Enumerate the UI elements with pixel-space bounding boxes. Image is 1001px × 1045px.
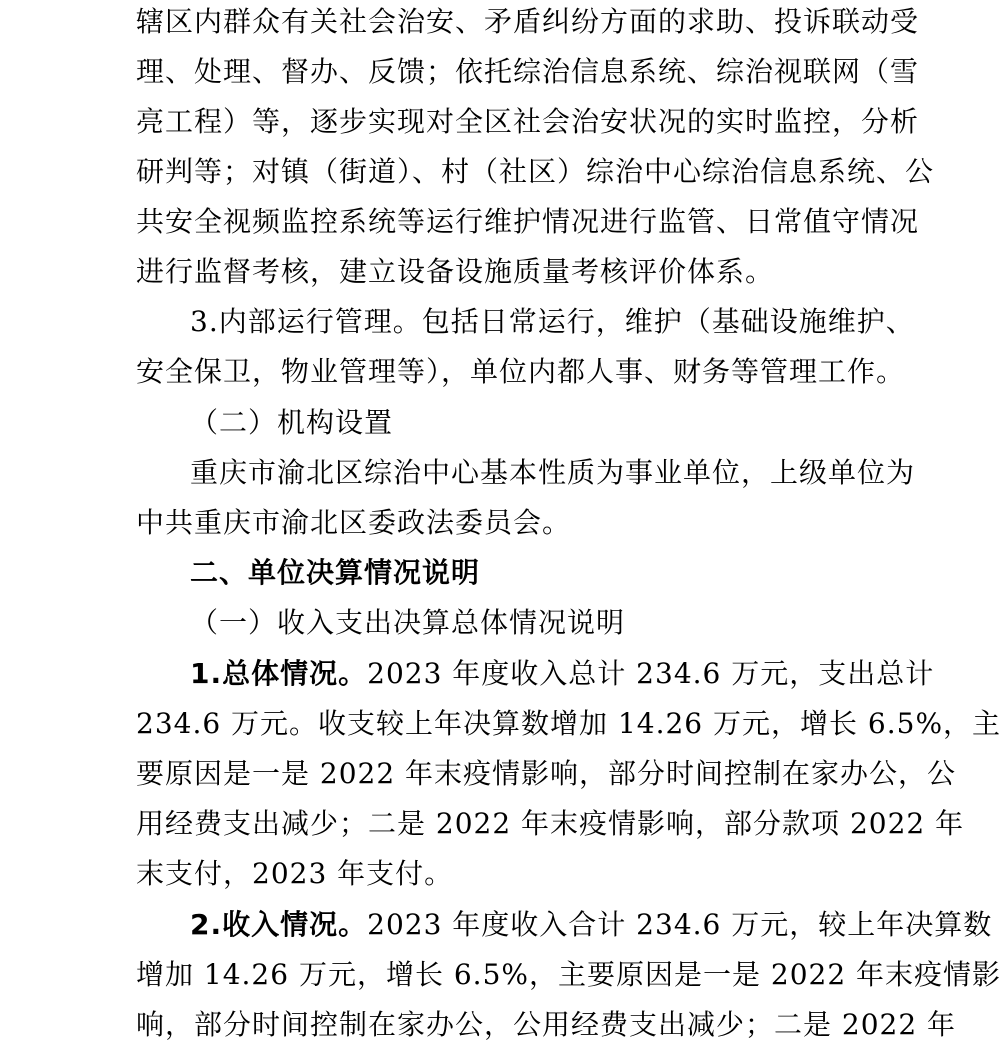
paragraph-line: 响，部分时间控制在家办公，公用经费支出减少；二是 2022 年 (136, 1008, 957, 1041)
paragraph-line: 进行监督考核，建立设备设施质量考核评价体系。 (136, 255, 775, 288)
paragraph-line: 3.内部运行管理。包括日常运行，维护（基础设施维护、 (190, 305, 915, 338)
paragraph-line: 共安全视频监控系统等运行维护情况进行监管、日常值守情况 (136, 205, 920, 238)
subsection-heading: （一）收入支出决算总体情况说明 (190, 606, 626, 639)
paragraph-line: 用经费支出减少；二是 2022 年末疫情影响，部分款项 2022 年 (136, 807, 965, 840)
paragraph-text: 2023 年度收入合计 234.6 万元，较上年决算数 (367, 908, 993, 941)
paragraph-line: 亮工程）等，逐步实现对全区社会治安状况的实时监控，分析 (136, 105, 920, 138)
chapter-heading: 二、单位决算情况说明 (190, 556, 481, 589)
paragraph-text: 2023 年度收入总计 234.6 万元，支出总计 (367, 657, 935, 690)
bold-lead: 2.收入情况。 (190, 908, 368, 941)
paragraph-line (190, 905, 993, 945)
section-heading: （二）机构设置 (190, 406, 394, 439)
paragraph-line: 末支付，2023 年支付。 (136, 857, 454, 890)
paragraph-line: 要原因是一是 2022 年末疫情影响，部分时间控制在家办公，公 (136, 757, 957, 790)
paragraph-line (190, 654, 935, 694)
paragraph-line: 重庆市渝北区综治中心基本性质为事业单位，上级单位为 (190, 456, 916, 489)
bold-lead: 1.总体情况。 (190, 657, 368, 690)
paragraph-line: 234.6 万元。收支较上年决算数增加 14.26 万元，增长 6.5%，主 (136, 707, 1001, 740)
paragraph-line: 辖区内群众有关社会治安、矛盾纠纷方面的求助、投诉联动受 (136, 5, 920, 38)
paragraph-line: 安全保卫，物业管理等），单位内都人事、财务等管理工作。 (136, 355, 906, 388)
paragraph-line: 理、处理、督办、反馈；依托综治信息系统、综治视联网（雪 (136, 55, 920, 88)
paragraph-line: 增加 14.26 万元，增长 6.5%，主要原因是一是 2022 年末疫情影 (136, 958, 1001, 991)
paragraph-line: 研判等；对镇（街道）、村（社区）综治中心综治信息系统、公 (136, 155, 935, 188)
paragraph-line: 中共重庆市渝北区委政法委员会。 (136, 506, 572, 539)
